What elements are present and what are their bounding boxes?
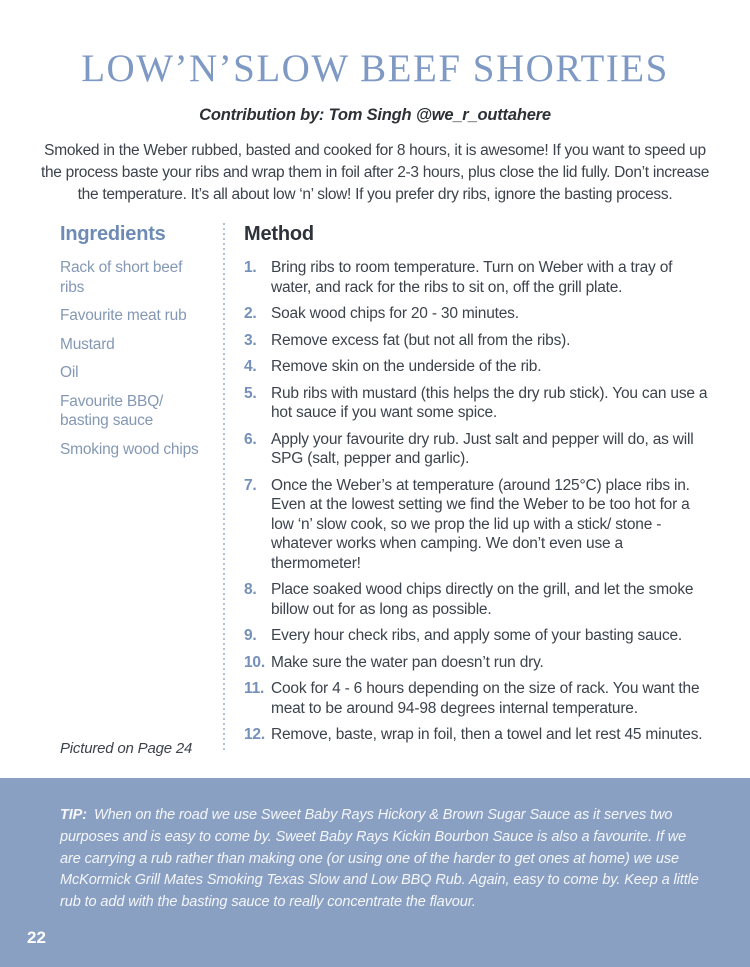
step-text: Remove skin on the underside of the rib.	[271, 358, 542, 375]
step-text: Apply your favourite dry rub. Just salt and pepper will do, as will SPG (salt, pepper and garlic).	[271, 430, 694, 467]
step-number: 2.	[244, 305, 257, 322]
step-text: Place soaked wood chips directly on the grill, and let the smoke billow out for as long as possible.	[271, 581, 694, 618]
intro-paragraph: Smoked in the Weber rubbed, basted and cooked for 8 hours, it is awesome! If you want to speed up the process baste your ribs and wrap them in foil after 2-3 hours, plus close the lid fully. Don’t increase the temperature. It’s all about low ‘n’ slow! If you prefer dry ribs, ignore the basting process.	[40, 142, 710, 203]
step-number: 4.	[244, 358, 257, 375]
step-text: Soak wood chips for 20 - 30 minutes.	[271, 305, 519, 322]
tip-text: When on the road we use Sweet Baby Rays Hickory & Brown Sugar Sauce as it serves two purposes and is easy to come by. Sweet Baby Rays Kickin Bourbon Sauce is also a favourite. If we are carrying a rub rather than making one (or using one of the harder to get ones at home) we use McKormick Grill Mates Smoking Texas Slow and Low BBQ Rub. Again, easy to come by. Keep a little rub to add with the basting sauce to really concentrate the flavour.	[60, 807, 699, 911]
method-step	[244, 476, 714, 574]
step-text: Remove excess fat (but not all from the ribs).	[271, 331, 571, 349]
tip-label: TIP:	[60, 807, 87, 823]
step-text: Remove, baste, wrap in foil, then a towel and let rest 45 minutes.	[271, 726, 703, 743]
step-number: 10.	[244, 653, 265, 671]
step-text: Every hour check ribs, and apply some of your basting sauce.	[271, 627, 683, 644]
pictured-note: Pictured on Page 24	[60, 740, 193, 757]
step-text: Once the Weber’s at temperature (around 125°C) place ribs in. Even at the lowest setting we find the Weber to be too hot for a low ‘n’ slow cook, so we prop the lid up with a stick/ stone - whatever works when camping. We don’t even use a thermometer!	[271, 476, 690, 572]
step-number: 7.	[244, 476, 257, 494]
step-number: 9.	[244, 627, 257, 644]
step-number: 12.	[244, 726, 265, 743]
ingredient-item: Oil	[60, 364, 79, 381]
step-number: 5.	[244, 384, 257, 402]
ingredient-item: Rack of short beef ribs	[60, 259, 183, 296]
method-heading: Method	[244, 223, 314, 245]
step-number: 1.	[244, 259, 257, 276]
step-text: Rub ribs with mustard (this helps the dry rub stick). You can use a hot sauce if you want some spice.	[271, 384, 708, 421]
ingredients-heading: Ingredients	[60, 223, 166, 245]
ingredient-item: Smoking wood chips	[60, 440, 199, 458]
ingredient-item: Mustard	[60, 335, 115, 353]
method-step-list	[244, 258, 714, 745]
step-number: 8.	[244, 581, 257, 598]
method-step	[244, 304, 714, 324]
method-step	[244, 331, 714, 351]
method-step	[244, 679, 714, 718]
step-number: 11.	[244, 680, 265, 697]
method-step	[244, 357, 714, 377]
page-title: LOW’N’SLOW BEEF SHORTIES	[81, 47, 669, 90]
contribution-byline: Contribution by: Tom Singh @we_r_outtahere	[199, 106, 551, 124]
method-step	[244, 626, 714, 646]
method-step	[244, 725, 714, 745]
method-step	[244, 384, 714, 423]
method-step	[244, 430, 714, 469]
ingredients-section	[60, 223, 210, 752]
method-step	[244, 258, 714, 297]
tip-paragraph	[60, 805, 700, 914]
step-text: Cook for 4 - 6 hours depending on the size of rack. You want the meat to be around 94-98 degrees internal temperature.	[271, 680, 700, 717]
step-number: 3.	[244, 331, 257, 349]
page-number: 22	[27, 928, 46, 947]
method-step	[244, 580, 714, 619]
step-number: 6.	[244, 430, 257, 448]
method-section	[225, 223, 750, 752]
method-step	[244, 653, 714, 673]
step-text: Bring ribs to room temperature. Turn on Weber with a tray of water, and rack for the ribs to sit on, off the grill plate.	[271, 259, 673, 296]
ingredient-item: Favourite BBQ/ basting sauce	[60, 392, 164, 429]
tip-footer-box	[0, 778, 750, 967]
ingredient-item: Favourite meat rub	[60, 307, 187, 324]
step-text: Make sure the water pan doesn’t run dry.	[271, 653, 544, 671]
recipe-columns	[0, 223, 750, 752]
